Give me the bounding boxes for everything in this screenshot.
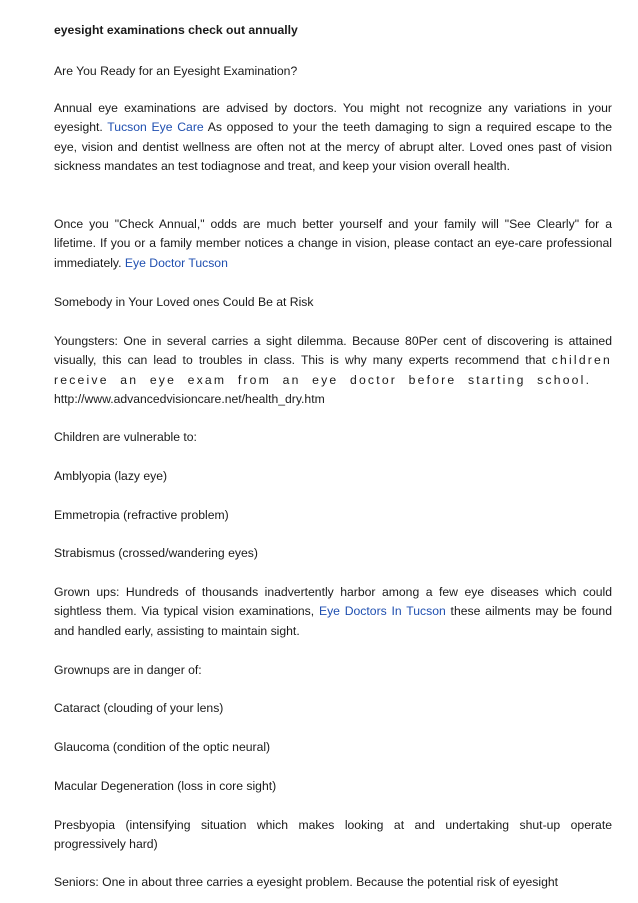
paragraph-check-annual-text: Once you "Check Annual," odds are much better yourself and your family will "See Clearly" for a lifetime. If you or a family member notices a change in vision, please contact an eye-care professional immediately. (54, 217, 612, 270)
paragraph-grownups-text-1: Grown ups: Hundreds of thousands inadvertently harbor among a few eye diseases which could sightless them. Via typical vision examinations, (54, 585, 612, 619)
eye-doctors-in-tucson-link[interactable]: Eye Doctors In Tucson (318, 604, 446, 619)
tucson-eye-care-link[interactable]: Tucson Eye Care (107, 120, 204, 135)
paragraph-seniors: Seniors: One in about three carries a eyesight problem. Because the potential risk of eyesight (54, 875, 559, 889)
paragraph-youngsters-text: Youngsters: One in several carries a sight dilemma. Because 80Per cent of discovering is attained visually, this can lead to troubles in class. This is why many experts recommend that (54, 334, 612, 368)
paragraph-annual-text-1: Annual eye examinations are advised by doctors. You might not recognize any variations in your eyesight. (54, 101, 612, 135)
list-item-presbyopia: Presbyopia (intensifying situation which makes looking at and undertaking shut-up operate progressively hard) (54, 818, 612, 852)
paragraph-grownups (54, 583, 612, 641)
paragraph-youngsters-spaced-text: children receive an eye exam from an eye doctor before starting school. (54, 353, 613, 387)
paragraph-ready: Are You Ready for an Eyesight Examination? (54, 64, 298, 78)
paragraph-annual-text-2: As opposed to your the teeth damaging to sign a required escape to the eye, vision and dentist wellness are often not at the mercy of abrupt alter. Loved ones past of vision sickness mandates an test todiagnose and treat, and keep your vision overall health. (54, 120, 613, 174)
paragraph-risk: Somebody in Your Loved ones Could Be at Risk (54, 295, 314, 309)
advancedvisioncare-url: http://www.advancedvisioncare.net/health_dry.htm (54, 392, 325, 407)
paragraph-children: Children are vulnerable to: (54, 430, 197, 444)
list-item-amblyopia: Amblyopia (lazy eye) (54, 469, 168, 483)
paragraph-danger: Grownups are in danger of: (54, 663, 202, 677)
list-item-cataract: Cataract (clouding of your lens) (54, 701, 224, 715)
paragraph-grownups-text-2: these ailments may be found and handled early, assisting to maintain sight. (54, 604, 612, 638)
paragraph-check-annual (54, 215, 612, 273)
list-item-macular: Macular Degeneration (loss in core sight) (54, 779, 277, 793)
paragraph-youngsters (54, 332, 612, 410)
eye-doctor-tucson-link[interactable]: Eye Doctor Tucson (124, 255, 228, 270)
paragraph-annual (54, 99, 612, 177)
list-item-emmetropia: Emmetropia (refractive problem) (54, 508, 229, 522)
list-item-strabismus: Strabismus (crossed/wandering eyes) (54, 546, 258, 560)
document-title: eyesight examinations check out annually (54, 23, 298, 37)
list-item-glaucoma: Glaucoma (condition of the optic neural) (54, 740, 271, 754)
